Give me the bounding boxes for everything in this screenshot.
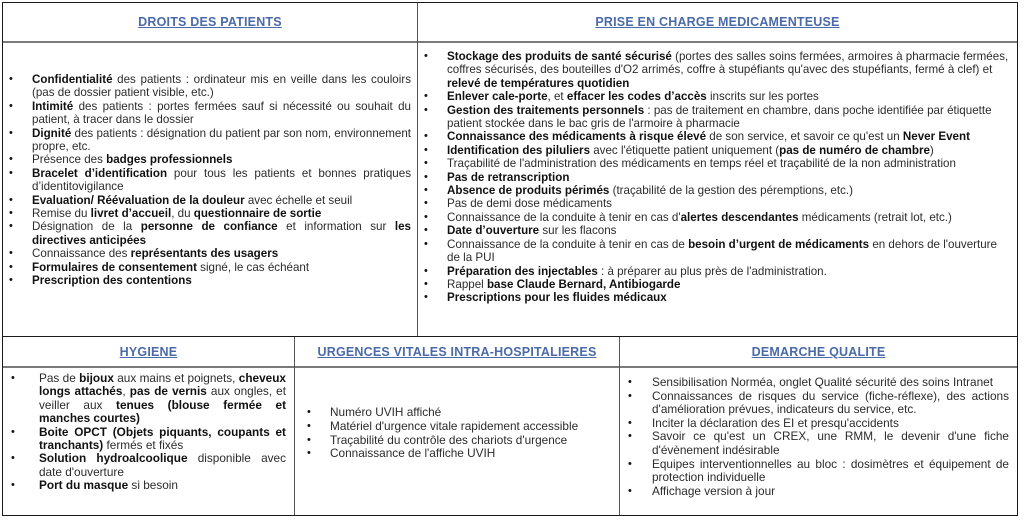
text: disponible avec date d'ouverture xyxy=(39,451,286,479)
text: Présence des xyxy=(32,153,107,167)
list-item xyxy=(418,265,1017,278)
text: avec l'étiquette patient uniquement ( xyxy=(590,143,780,157)
text: ) xyxy=(929,143,934,157)
section-body xyxy=(295,368,619,515)
list-item xyxy=(3,167,417,194)
text: (traçabilité de la gestion des péremptions, etc.) xyxy=(609,184,853,198)
text: Traçabilité du contrôle des chariots d'urgence xyxy=(330,432,568,447)
bold-text: Absence de produits périmés xyxy=(447,184,610,198)
bold-text: personne de confiance xyxy=(140,220,278,234)
list-item xyxy=(3,73,417,100)
text: Désignation de la xyxy=(32,220,141,234)
bold-text: base Claude Bernard, Antibiogarde xyxy=(486,277,681,291)
text: Pas de demi dose médicaments xyxy=(447,197,612,211)
text: de son service, et savoir ce qu'est un xyxy=(706,130,903,144)
text: Connaissance de la conduite à tenir en cas de xyxy=(447,237,689,251)
bold-text: tenues (blouse fermée et manches courtes) xyxy=(39,397,287,426)
list-item xyxy=(620,430,1017,457)
list-item xyxy=(295,434,619,448)
section-demarche-qualite xyxy=(619,337,1017,515)
bold-text: Port du masque xyxy=(39,478,129,493)
text: fermés et fixés xyxy=(103,438,184,453)
list-item xyxy=(3,261,417,274)
section-hygiene xyxy=(3,337,294,515)
text: (portes des salles soins fermées, armoires à pharmacie fermées, coffres sécurisés, des bouteilles d'O2 arrimés, coffre à stupéfiants qu'avec des stupéfiants, fermé à clef) et xyxy=(447,50,1009,77)
text: Connaissance de la conduite à tenir en cas d' xyxy=(447,210,681,224)
list-item xyxy=(418,278,1017,291)
text: si besoin xyxy=(128,478,178,493)
bullet-list xyxy=(418,43,1017,305)
list-item xyxy=(620,390,1017,417)
text: en dehors de l'ouverture de la PUI xyxy=(447,237,997,265)
text: signé, le cas échéant xyxy=(196,260,310,274)
list-item xyxy=(418,130,1017,143)
text: et information sur xyxy=(277,220,395,234)
section-header xyxy=(418,3,1017,43)
text: Connaissances de risques du service (fiche-réflexe), des actions d'amélioration prévues, indicateurs du service, etc. xyxy=(652,388,1009,417)
section-title: HYGIENE xyxy=(119,344,178,359)
section-header xyxy=(3,3,417,43)
list-item xyxy=(418,157,1017,170)
list-item xyxy=(295,406,619,420)
text: Connaissance de l'affiche UVIH xyxy=(330,446,496,461)
text: : à préparer au plus près de l'administration. xyxy=(597,264,827,278)
section-title: DEMARCHE QUALITE xyxy=(751,344,886,359)
list-item xyxy=(620,376,1017,390)
bold-text: bijoux xyxy=(79,371,114,385)
list-item xyxy=(3,372,294,426)
text: des patients : portes fermées sauf si nécessité ou souhait du patient, à tracer dans le dossier xyxy=(32,99,411,127)
list-item xyxy=(295,420,619,434)
text: Matériel d'urgence vitale rapidement accessible xyxy=(330,418,579,433)
list-item xyxy=(620,417,1017,431)
text: sur les flacons xyxy=(539,224,617,238)
bold-text: questionnaire de sortie xyxy=(193,207,322,221)
list-item xyxy=(418,224,1017,237)
bold-text: Dignité xyxy=(32,126,72,140)
section-title: PRISE EN CHARGE MEDICAMENTEUSE xyxy=(595,15,840,29)
list-item xyxy=(3,127,417,154)
section-urgences-vitales xyxy=(294,337,619,515)
bold-text: Bracelet d’identification xyxy=(32,166,168,180)
bold-text: livret d’accueil xyxy=(90,207,172,221)
list-item xyxy=(3,426,294,453)
list-item xyxy=(418,90,1017,103)
bold-text: Formulaires de consentement xyxy=(32,260,197,274)
top-table-row xyxy=(2,2,1018,337)
bullet-list xyxy=(620,368,1017,498)
list-item xyxy=(418,144,1017,157)
bold-text: Confidentialité xyxy=(32,73,113,86)
section-body xyxy=(3,43,417,336)
list-item xyxy=(3,220,417,247)
bold-text: alertes descendantes xyxy=(680,210,799,224)
section-droits-des-patients xyxy=(3,3,417,336)
bold-text: Enlever cale-porte xyxy=(447,90,548,104)
bold-text: Stockage des produits de santé sécurisé xyxy=(447,50,672,63)
list-item xyxy=(3,153,417,166)
section-body xyxy=(418,43,1017,336)
bold-text: Solution hydroalcoolique xyxy=(39,451,188,466)
text: : pas de traitement en chambre, dans poche identifiée par étiquette patient stockée dans le bac gris de l'armoire à pharmacie xyxy=(447,103,992,131)
section-title: URGENCES VITALES INTRA-HOSPITALIERES xyxy=(317,344,597,359)
list-item xyxy=(3,452,294,479)
text: des patients : désignation du patient par son nom, environnement propre, etc. xyxy=(32,126,411,154)
text: , du xyxy=(171,207,194,221)
bottom-table-row xyxy=(2,337,1018,516)
bold-text: Prescription des contentions xyxy=(32,274,192,288)
list-item xyxy=(295,447,619,461)
text: Sensibilisation Norméa, onglet Qualité sécurité des soins Intranet xyxy=(652,375,993,389)
list-item xyxy=(3,479,294,492)
text: , et xyxy=(547,90,567,104)
list-item xyxy=(418,211,1017,224)
text: aux ongles, et veiller aux xyxy=(39,384,286,412)
text: Inciter la déclaration des EI et presqu'accidents xyxy=(652,415,899,430)
section-title: DROITS DES PATIENTS xyxy=(138,15,282,29)
bold-text: badges professionnels xyxy=(106,153,233,167)
list-item xyxy=(3,207,417,220)
list-item xyxy=(3,247,417,260)
text: médicaments (retrait lot, etc.) xyxy=(798,210,952,224)
bullet-list xyxy=(3,368,294,493)
list-item xyxy=(418,197,1017,210)
list-item xyxy=(3,194,417,207)
list-item xyxy=(620,485,1017,499)
section-body xyxy=(3,368,294,515)
text: Remise du xyxy=(32,207,91,221)
bold-text: Préparation des injectables xyxy=(447,264,598,278)
text: Affichage version à jour xyxy=(652,483,776,498)
text: aux mains et poignets, xyxy=(113,371,239,385)
text: Connaissance des xyxy=(32,247,131,261)
bold-text: relevé de températures quotidien xyxy=(447,76,630,90)
bold-text: représentants des usagers xyxy=(130,247,279,261)
list-item xyxy=(418,171,1017,184)
list-item xyxy=(620,458,1017,485)
bold-text: pas de vernis xyxy=(129,384,207,399)
text: Savoir ce qu'est un CREX, une RMM, le devenir d'une fiche d'évènement indésirable xyxy=(652,429,1009,457)
bold-text: Connaissance des médicaments à risque élevé xyxy=(447,130,707,144)
section-prise-en-charge-medicamenteuse xyxy=(417,3,1017,336)
text: Traçabilité de l'administration des médicaments en temps réel et traçabilité de la non administration xyxy=(447,157,956,171)
text: Rappel xyxy=(447,277,487,291)
bold-text: les directives anticipées xyxy=(32,220,411,247)
bullet-list xyxy=(295,368,619,461)
list-item xyxy=(418,104,1017,131)
section-header xyxy=(3,337,294,368)
text: inscrits sur les portes xyxy=(706,90,819,104)
bold-text: Date d’ouverture xyxy=(447,224,540,238)
text: pour tous les patients et bonnes pratiques d’identitovigilance xyxy=(32,166,411,194)
bold-text: Intimité xyxy=(32,99,74,113)
list-item xyxy=(418,50,1017,90)
bold-text: pas de numéro de chambre xyxy=(779,143,930,157)
bold-text: besoin d’urgent de médicaments xyxy=(688,237,870,251)
bold-text: Pas de retranscription xyxy=(447,170,570,184)
bold-text: cheveux longs attachés xyxy=(39,371,286,399)
bold-text: Gestion des traitements personnels xyxy=(447,103,645,117)
bold-text: Never Event xyxy=(902,130,970,144)
text: , xyxy=(122,384,130,399)
list-item xyxy=(3,274,417,287)
section-body xyxy=(620,368,1017,515)
list-item xyxy=(418,184,1017,197)
text: des patients : ordinateur mis en veille dans les couloirs (pas de dossier patient visible, etc.) xyxy=(32,73,411,100)
section-header xyxy=(620,337,1017,368)
text: avec échelle et seuil xyxy=(244,193,353,207)
section-header xyxy=(295,337,619,368)
bold-text: Identification des piluliers xyxy=(447,143,591,157)
list-item xyxy=(3,100,417,127)
bullet-list xyxy=(3,43,417,288)
bold-text: Prescriptions pour les fluides médicaux xyxy=(447,291,667,305)
list-item xyxy=(418,238,1017,265)
bold-text: Evaluation/ Réévaluation de la douleur xyxy=(32,193,245,207)
text: Numéro UVIH affiché xyxy=(330,405,442,419)
list-item xyxy=(418,291,1017,304)
bold-text: Boite OPCT (Objets piquants, coupants et tranchants) xyxy=(39,424,286,453)
text: Equipes interventionnelles au bloc : dosimètres et équipement de protection individuelle xyxy=(652,456,1009,485)
text: Pas de xyxy=(39,371,80,385)
bold-text: effacer les codes d’accès xyxy=(566,90,707,104)
